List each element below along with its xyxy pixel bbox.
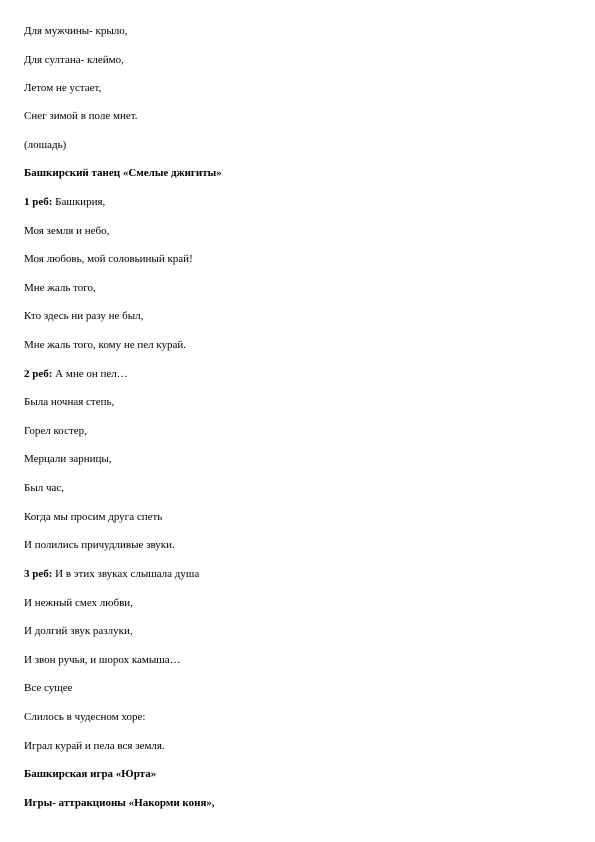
- poem-line: Горел костер,: [24, 425, 87, 437]
- poem-line: Летом не устает,: [24, 82, 102, 94]
- speaker-text: И в этих звуках слышала душа: [52, 568, 200, 580]
- speaker-line: [24, 196, 105, 209]
- speaker-line: [24, 568, 199, 581]
- poem-line: Все сущее: [24, 682, 73, 694]
- poem-line: И полились причудливые звуки.: [24, 539, 175, 551]
- poem-line: Была ночная степь,: [24, 396, 115, 408]
- speaker-text: Башкирия,: [52, 196, 106, 208]
- poem-line: И нежный смех любви,: [24, 597, 133, 609]
- poem-line: Когда мы просим друга спеть: [24, 511, 163, 523]
- speaker-text: А мне он пел…: [52, 368, 128, 380]
- poem-line: Был час,: [24, 482, 64, 494]
- poem-line: Мне жаль того,: [24, 282, 96, 294]
- poem-line: Кто здесь ни разу не был,: [24, 310, 144, 322]
- poem-line: Снег зимой в поле мнет.: [24, 110, 138, 122]
- poem-line: Моя земля и небо,: [24, 225, 110, 237]
- poem-line: Мерцали зарницы,: [24, 453, 112, 465]
- poem-line: Моя любовь, мой соловьиный край!: [24, 253, 193, 265]
- poem-line: Для султана- клеймо,: [24, 54, 124, 66]
- poem-line: Слилось в чудесном хоре:: [24, 711, 146, 723]
- section-heading: Башкирская игра «Юрта»: [24, 768, 157, 780]
- poem-line: Играл курай и пела вся земля.: [24, 740, 165, 752]
- section-heading: Игры- аттракционы «Накорми коня»,: [24, 797, 215, 809]
- speaker-line: [24, 368, 128, 381]
- speaker-label: 3 реб:: [24, 568, 53, 580]
- poem-line: Для мужчины- крыло,: [24, 25, 128, 37]
- riddle-answer: (лошадь): [24, 139, 67, 151]
- speaker-label: 1 реб:: [24, 196, 53, 208]
- poem-line: И звон ручья, и шорох камыша…: [24, 654, 181, 666]
- section-heading: Башкирский танец «Смелые джигиты»: [24, 167, 222, 179]
- poem-line: Мне жаль того, кому не пел курай.: [24, 339, 187, 351]
- speaker-label: 2 реб:: [24, 368, 53, 380]
- poem-line: И долгий звук разлуки,: [24, 625, 133, 637]
